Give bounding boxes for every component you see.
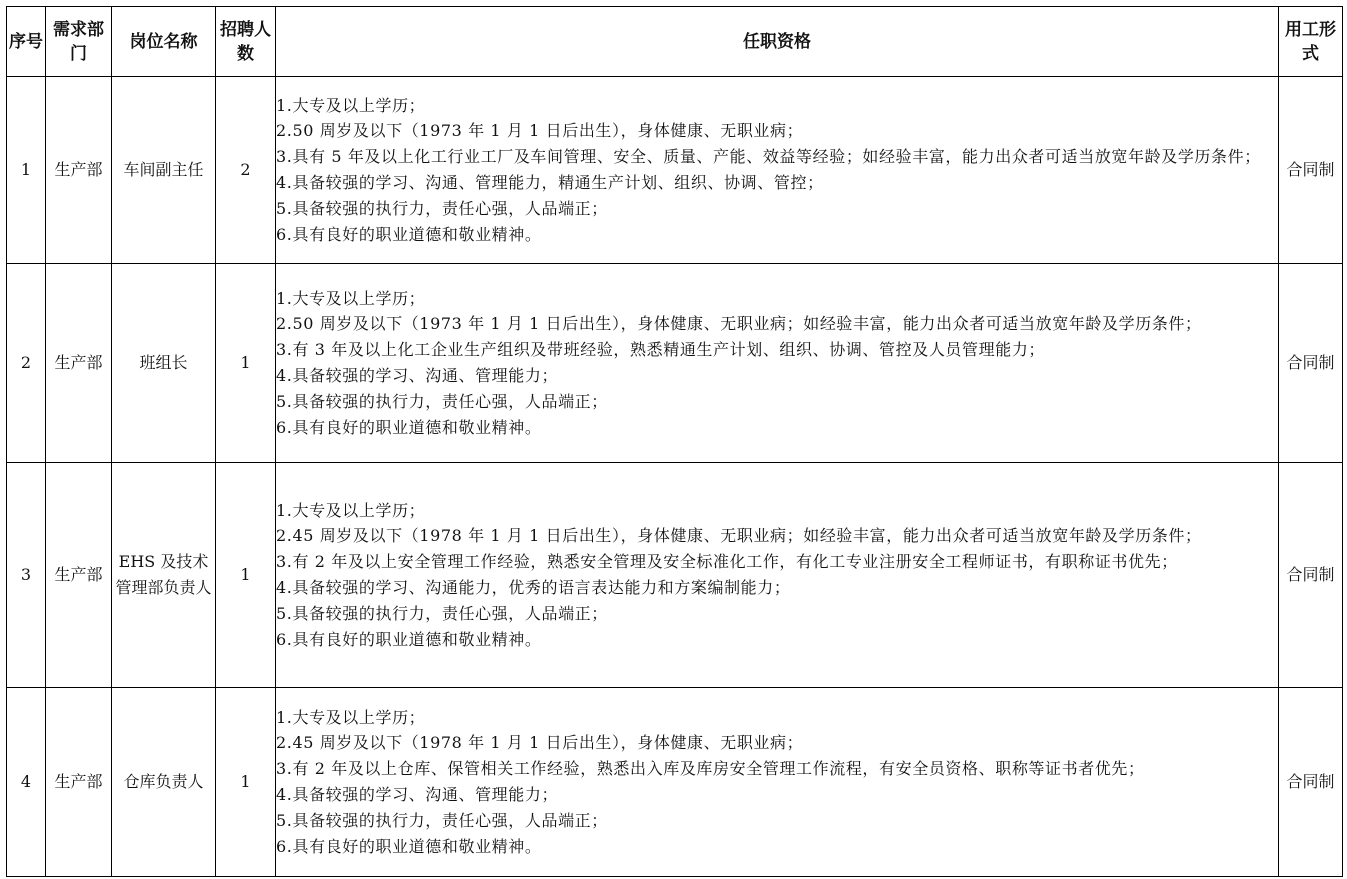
cell-requirements [276, 264, 1279, 463]
requirement-line: 1.大专及以上学历； [276, 288, 426, 308]
cell-position: 车间副主任 [112, 77, 216, 264]
requirement-line: 1.大专及以上学历； [276, 500, 426, 520]
cell-count: 1 [216, 463, 276, 688]
requirement-line: 2.50 周岁及以下（1973 年 1 月 1 日后出生），身体健康、无职业病； [276, 121, 804, 141]
requirement-line: 4.具备较强的学习、沟通、管理能力； [276, 366, 559, 385]
cell-no: 4 [7, 688, 46, 877]
requirement-line: 2.45 周岁及以下（1978 年 1 月 1 日后出生），身体健康、无职业病；如经验丰富，能力出众者可适当放宽年龄及学历条件； [276, 526, 1202, 546]
table-header-row [7, 7, 1343, 77]
header-employment: 用工形式 [1279, 7, 1343, 77]
requirement-line: 5.具备较强的执行力，责任心强，人品端正； [276, 810, 608, 830]
cell-employment: 合同制 [1279, 688, 1343, 877]
requirement-line: 6.具有良好的职业道德和敬业精神。 [276, 836, 542, 856]
table-row [7, 463, 1343, 688]
requirement-line: 4.具备较强的学习、沟通能力，优秀的语言表达能力和方案编制能力； [276, 578, 791, 597]
cell-count: 1 [216, 264, 276, 463]
requirement-line: 2.45 周岁及以下（1978 年 1 月 1 日后出生），身体健康、无职业病； [276, 733, 804, 753]
header-dept: 需求部门 [46, 7, 112, 77]
requirement-line: 1.大专及以上学历； [276, 707, 426, 727]
header-position: 岗位名称 [112, 7, 216, 77]
requirement-line: 3.有 3 年及以上化工企业生产组织及带班经验，熟悉精通生产计划、组织、协调、管控及人员管理能力； [276, 340, 1046, 360]
requirement-line: 2.50 周岁及以下（1973 年 1 月 1 日后出生），身体健康、无职业病；如经验丰富，能力出众者可适当放宽年龄及学历条件； [276, 314, 1202, 334]
cell-position: EHS 及技术管理部负责人 [112, 463, 216, 688]
table-row [7, 77, 1343, 264]
requirement-line: 5.具备较强的执行力，责任心强，人品端正； [276, 391, 608, 411]
cell-employment: 合同制 [1279, 264, 1343, 463]
cell-no: 1 [7, 77, 46, 264]
header-no: 序号 [7, 7, 46, 77]
requirement-line: 6.具有良好的职业道德和敬业精神。 [276, 224, 542, 244]
requirement-line: 4.具备较强的学习、沟通、管理能力； [276, 785, 559, 804]
cell-dept: 生产部 [46, 264, 112, 463]
recruitment-table-page [6, 6, 1342, 877]
cell-dept: 生产部 [46, 463, 112, 688]
requirement-line: 5.具备较强的执行力，责任心强，人品端正； [276, 603, 608, 623]
requirement-line: 6.具有良好的职业道德和敬业精神。 [276, 629, 542, 649]
cell-no: 2 [7, 264, 46, 463]
header-requirements: 任职资格 [276, 7, 1279, 77]
cell-count: 2 [216, 77, 276, 264]
table-row [7, 688, 1343, 877]
cell-no: 3 [7, 463, 46, 688]
requirement-line: 3.有 2 年及以上仓库、保管相关工作经验，熟悉出入库及库房安全管理工作流程，有安全员资格、职称等证书者优先； [276, 759, 1145, 779]
cell-requirements [276, 688, 1279, 877]
header-count: 招聘人数 [216, 7, 276, 77]
cell-employment: 合同制 [1279, 463, 1343, 688]
requirement-line: 6.具有良好的职业道德和敬业精神。 [276, 417, 542, 437]
table-row [7, 264, 1343, 463]
cell-dept: 生产部 [46, 77, 112, 264]
recruitment-table [6, 6, 1343, 877]
cell-count: 1 [216, 688, 276, 877]
requirement-line: 5.具备较强的执行力，责任心强，人品端正； [276, 198, 608, 218]
cell-position: 仓库负责人 [112, 688, 216, 877]
cell-position: 班组长 [112, 264, 216, 463]
requirement-line: 3.有 2 年及以上安全管理工作经验，熟悉安全管理及安全标准化工作，有化工专业注册安全工程师证书，有职称证书优先； [276, 552, 1178, 572]
requirement-line: 1.大专及以上学历； [276, 95, 426, 115]
cell-requirements [276, 77, 1279, 264]
cell-dept: 生产部 [46, 688, 112, 877]
cell-employment: 合同制 [1279, 77, 1343, 264]
requirement-line: 3.具有 5 年及以上化工行业工厂及车间管理、安全、质量、产能、效益等经验；如经验丰富，能力出众者可适当放宽年龄及学历条件； [276, 147, 1261, 167]
requirement-line: 4.具备较强的学习、沟通、管理能力，精通生产计划、组织、协调、管控； [276, 173, 824, 192]
cell-requirements [276, 463, 1279, 688]
